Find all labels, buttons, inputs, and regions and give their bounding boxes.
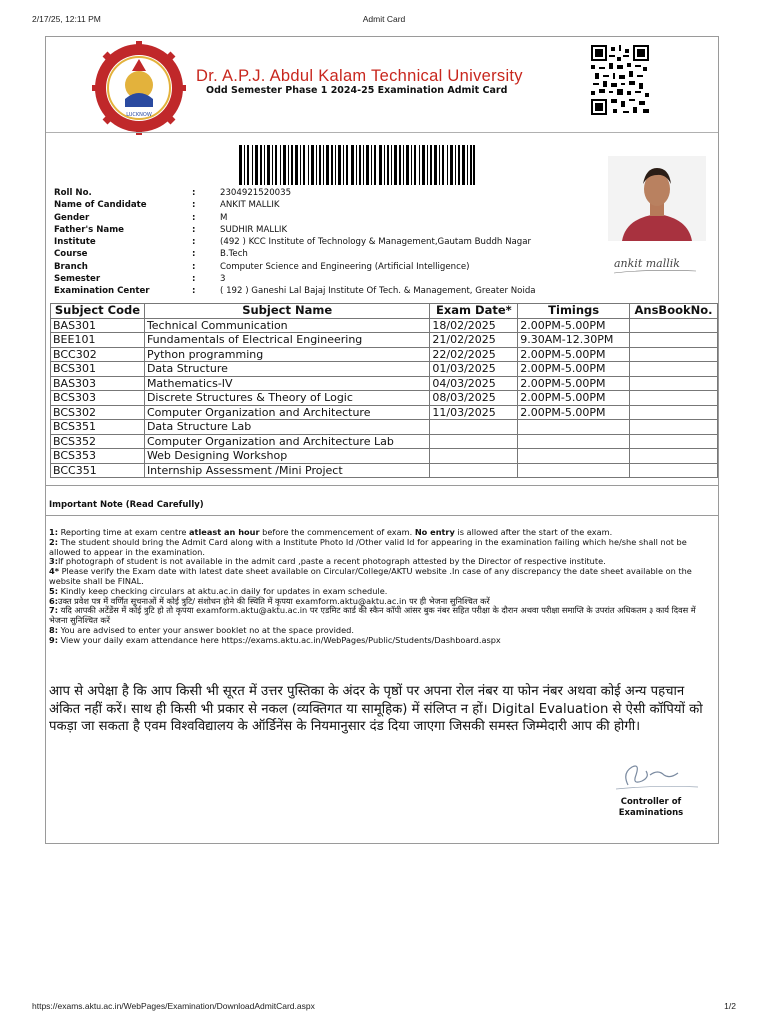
detail-separator: : xyxy=(192,224,196,235)
table-row xyxy=(51,463,718,478)
note-number: 7: xyxy=(49,605,58,616)
detail-separator: : xyxy=(192,237,196,248)
cell-date xyxy=(430,420,518,435)
cell-code: BCC351 xyxy=(51,463,145,478)
candidate-details xyxy=(54,187,614,298)
detail-semester xyxy=(54,273,614,285)
table-row xyxy=(51,449,718,464)
note-emphasis: atleast an hour xyxy=(189,527,260,537)
cell-timing xyxy=(518,449,630,464)
note-number: 8: xyxy=(49,624,58,635)
cell-date: 04/03/2025 xyxy=(430,376,518,391)
table-row xyxy=(51,376,718,391)
note-text: The student should bring the Admit Card along with a Institute Photo Id /Other valid Id for appearing in the examination failing which he/she shall not be allowed to appear in the examination. xyxy=(49,536,687,557)
cell-date: 22/02/2025 xyxy=(430,347,518,362)
cell-code: BEE101 xyxy=(51,333,145,348)
detail-label: Father's Name xyxy=(54,224,124,235)
print-datetime: 2/17/25, 12:11 PM xyxy=(32,14,101,24)
candidate-photo xyxy=(608,156,706,241)
subjects-table xyxy=(50,303,718,478)
note-9 xyxy=(49,636,715,646)
detail-label: Branch xyxy=(54,261,88,272)
cell-ansbook xyxy=(630,362,718,377)
note-text: View your daily exam attendance here https://exams.aktu.ac.in/WebPages/Public/Students/Dashboard.aspx xyxy=(57,634,501,645)
cell-timing: 2.00PM-5.00PM xyxy=(518,362,630,377)
note-text: before the commencement of exam. xyxy=(259,527,415,537)
detail-label: Gender xyxy=(54,212,90,223)
cell-ansbook xyxy=(630,449,718,464)
cell-timing: 2.00PM-5.00PM xyxy=(518,347,630,362)
cell-date: 18/02/2025 xyxy=(430,318,518,333)
detail-separator: : xyxy=(192,286,196,297)
cell-subject: Data Structure Lab xyxy=(144,420,429,435)
cell-ansbook xyxy=(630,463,718,478)
detail-course xyxy=(54,248,614,260)
cell-subject: Python programming xyxy=(144,347,429,362)
cell-subject: Computer Organization and Architecture Lab xyxy=(144,434,429,449)
print-url: https://exams.aktu.ac.in/WebPages/Examination/DownloadAdmitCard.aspx xyxy=(32,1001,315,1011)
detail-label: Roll No. xyxy=(54,188,92,198)
cell-ansbook xyxy=(630,434,718,449)
detail-father-name xyxy=(54,224,614,236)
barcode-icon xyxy=(239,145,475,185)
important-note-box xyxy=(46,485,718,516)
cell-subject: Discrete Structures & Theory of Logic xyxy=(144,391,429,406)
cell-code: BCS303 xyxy=(51,391,145,406)
detail-value: 3 xyxy=(220,274,226,285)
controller-signature-icon xyxy=(606,755,706,797)
cell-code: BAS301 xyxy=(51,318,145,333)
detail-separator: : xyxy=(192,274,196,285)
cell-subject: Data Structure xyxy=(144,362,429,377)
cell-timing xyxy=(518,434,630,449)
controller-line-2: Examinations xyxy=(618,808,684,818)
university-logo-icon xyxy=(92,41,186,135)
cell-date: 01/03/2025 xyxy=(430,362,518,377)
detail-separator: : xyxy=(192,249,196,260)
hindi-instruction-paragraph: आप से अपेक्षा है कि आप किसी भी सूरत में उत्तर पुस्तिका के अंदर के पृष्ठों पर अपना रोल नंबर या फोन नंबर अथवा कोई अन्य पहचान अंकित नहीं करें। साथ ही किसी भी प्रकार से नकल (व्यक्तिगत या सामूहिक) में संलिप्त न हों। Digital Evaluation से ऐसी कॉपियों को पकड़ा जा सकता है एवम विश्वविद्यालय के ऑर्डिनेंस के नियमानुसार दंड दिया जाएगा जिसकी समस्त जिम्मेदारी आप की होगी। xyxy=(49,684,703,734)
header-timings: Timings xyxy=(518,304,630,319)
detail-label: Semester xyxy=(54,274,101,285)
note-number: 6: xyxy=(49,595,58,606)
note-number: 9: xyxy=(49,634,58,645)
table-row xyxy=(51,362,718,377)
table-row xyxy=(51,318,718,333)
cell-date: 08/03/2025 xyxy=(430,391,518,406)
cell-code: BCS301 xyxy=(51,362,145,377)
print-header xyxy=(0,14,768,26)
note-emphasis: No entry xyxy=(414,527,455,537)
detail-value: M xyxy=(220,212,228,223)
note-text: is allowed after the start of the exam. xyxy=(454,527,613,537)
table-row xyxy=(51,391,718,406)
detail-separator: : xyxy=(192,212,196,223)
note-4 xyxy=(49,567,715,587)
cell-subject: Web Designing Workshop xyxy=(144,449,429,464)
cell-date xyxy=(430,449,518,464)
cell-timing: 2.00PM-5.00PM xyxy=(518,391,630,406)
print-footer xyxy=(0,1001,768,1013)
cell-subject: Technical Communication xyxy=(144,318,429,333)
note-number: 1: xyxy=(49,527,58,537)
print-page-number: 1/2 xyxy=(724,1001,736,1011)
cell-code: BCC302 xyxy=(51,347,145,362)
cell-date xyxy=(430,463,518,478)
detail-value: ( 192 ) Ganeshi Lal Bajaj Institute Of Tech. & Management, Greater Noida xyxy=(220,286,536,297)
cell-code: BAS303 xyxy=(51,376,145,391)
cell-timing: 2.00PM-5.00PM xyxy=(518,376,630,391)
cell-subject: Computer Organization and Architecture xyxy=(144,405,429,420)
detail-institute xyxy=(54,236,614,248)
table-row xyxy=(51,420,718,435)
table-header-row xyxy=(51,304,718,319)
detail-value: (492 ) KCC Institute of Technology & Management,Gautam Buddh Nagar xyxy=(220,237,532,248)
note-7 xyxy=(49,606,715,626)
note-number: 4* xyxy=(49,566,59,577)
detail-separator: : xyxy=(192,188,196,198)
controller-line-1: Controller of xyxy=(620,797,682,807)
cell-timing: 2.00PM-5.00PM xyxy=(518,405,630,420)
detail-candidate-name xyxy=(54,199,614,211)
student-signature xyxy=(608,247,706,279)
detail-label: Name of Candidate xyxy=(54,200,147,211)
header-subject-name: Subject Name xyxy=(144,304,429,319)
qr-code-icon xyxy=(591,45,649,115)
cell-code: BCS353 xyxy=(51,449,145,464)
exam-title: Odd Semester Phase 1 2024-25 Examination Admit Card xyxy=(206,85,508,96)
header-ansbook-no: AnsBookNo. xyxy=(630,304,718,319)
header-divider xyxy=(46,132,718,133)
cell-code: BCS352 xyxy=(51,434,145,449)
detail-value: 2304921520035 xyxy=(220,188,292,198)
cell-ansbook xyxy=(630,347,718,362)
detail-gender xyxy=(54,212,614,224)
admit-card xyxy=(45,36,719,844)
table-row xyxy=(51,405,718,420)
cell-subject: Mathematics-IV xyxy=(144,376,429,391)
cell-code: BCS351 xyxy=(51,420,145,435)
detail-separator: : xyxy=(192,261,196,272)
table-row xyxy=(51,347,718,362)
note-text: Please verify the Exam date with latest date sheet available on Circular/College/AKTU website .In case of any discrepancy the date sheet available on the website shall be FINAL. xyxy=(49,566,692,586)
detail-label: Course xyxy=(54,249,88,260)
note-text: If photograph of student is not available in the admit card ,paste a recent photograph attested by the Director of respective institute. xyxy=(57,556,606,567)
notes-list xyxy=(49,528,715,646)
cell-ansbook xyxy=(630,318,718,333)
note-2 xyxy=(49,538,715,558)
detail-value: ANKIT MALLIK xyxy=(220,200,280,211)
cell-date: 11/03/2025 xyxy=(430,405,518,420)
note-number: 2: xyxy=(49,536,58,547)
detail-roll-no xyxy=(54,187,614,199)
table-row xyxy=(51,333,718,348)
important-note-title: Important Note (Read Carefully) xyxy=(49,500,204,510)
detail-separator: : xyxy=(192,200,196,211)
cell-subject: Fundamentals of Electrical Engineering xyxy=(144,333,429,348)
cell-timing xyxy=(518,463,630,478)
cell-ansbook xyxy=(630,391,718,406)
header-exam-date: Exam Date* xyxy=(430,304,518,319)
detail-value: SUDHIR MALLIK xyxy=(220,224,288,235)
cell-subject: Internship Assessment /Mini Project xyxy=(144,463,429,478)
note-number: 5: xyxy=(49,585,58,596)
cell-date xyxy=(430,434,518,449)
cell-ansbook xyxy=(630,376,718,391)
print-title: Admit Card xyxy=(362,14,406,24)
student-signature-text: ankit mallik xyxy=(614,257,680,270)
detail-branch xyxy=(54,261,614,273)
detail-value: Computer Science and Engineering (Artificial Intelligence) xyxy=(220,261,470,272)
cell-ansbook xyxy=(630,420,718,435)
header-subject-code: Subject Code xyxy=(51,304,145,319)
university-name: Dr. A.P.J. Abdul Kalam Technical University xyxy=(196,67,523,85)
note-text: Reporting time at exam centre xyxy=(57,527,190,537)
table-row xyxy=(51,434,718,449)
cell-ansbook xyxy=(630,405,718,420)
cell-timing: 9.30AM-12.30PM xyxy=(518,333,630,348)
cell-timing xyxy=(518,420,630,435)
note-text: Kindly keep checking circulars at aktu.ac.in daily for updates in exam schedule. xyxy=(57,585,388,596)
cell-timing: 2.00PM-5.00PM xyxy=(518,318,630,333)
logo-text: LUCKNOW xyxy=(126,112,152,118)
note-text: यदि आपकी अटेंडेंस में कोई त्रुटि हो तो कृपया examform.aktu@aktu.ac.in पर एडमिट कार्ड की स्कैन कॉपी आंसर बुक नंबर सहित परीक्षा के दौरान अथवा परीक्षा समाप्ति के उपरांत अधिकतम ३ कार्य दिवस में भेजना सुनिश्चित करें xyxy=(49,605,696,626)
cell-code: BCS302 xyxy=(51,405,145,420)
note-number: 3: xyxy=(49,556,58,567)
cell-date: 21/02/2025 xyxy=(430,333,518,348)
detail-label: Institute xyxy=(54,237,96,248)
note-text: You are advised to enter your answer booklet no at the space provided. xyxy=(57,624,354,635)
controller-of-examinations xyxy=(596,797,706,819)
detail-exam-center xyxy=(54,285,614,297)
cell-ansbook xyxy=(630,333,718,348)
detail-value: B.Tech xyxy=(220,249,248,260)
detail-label: Examination Center xyxy=(54,286,150,297)
note-text: उक्त प्रवेश पत्र में वर्णित सूचनाओं में कोई त्रुटि/ संशोधन होने की स्थिति में कृपया examform.aktu@aktu.ac.in पर ही भेजना सुनिश्चित करें xyxy=(57,595,490,606)
